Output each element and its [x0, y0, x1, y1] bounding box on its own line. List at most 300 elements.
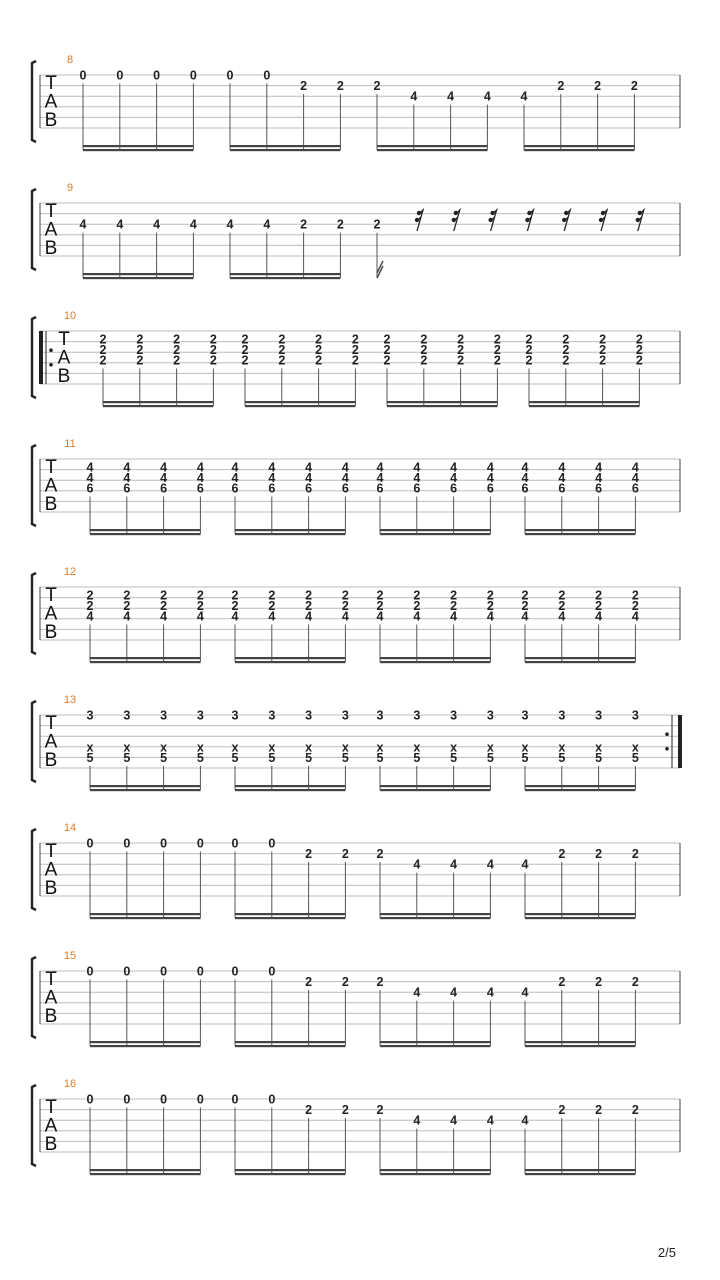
fret-number: 2	[450, 598, 458, 613]
tab-letter-b: B	[44, 1006, 58, 1027]
beam	[377, 149, 487, 151]
fret-number: 4	[521, 470, 529, 485]
fret-number: 4	[486, 985, 494, 1000]
fret-number: 2	[173, 332, 181, 347]
beam	[525, 917, 635, 919]
fret-number: 5	[123, 750, 131, 765]
tab-letter-a: A	[44, 603, 58, 625]
beam	[245, 401, 355, 403]
fret-number: 4	[116, 217, 124, 232]
measure-number: 15	[63, 950, 77, 962]
fret-number: 4	[160, 460, 168, 475]
beam	[380, 913, 490, 915]
fret-number: x	[305, 740, 313, 755]
fret-number: 4	[86, 470, 94, 485]
fret-number: 4	[123, 470, 131, 485]
beam	[235, 1173, 345, 1175]
fret-number: x	[595, 740, 603, 755]
system-bracket	[32, 61, 36, 142]
fret-number: x	[231, 740, 239, 755]
system-12	[32, 566, 680, 663]
tab-letter-b: B	[44, 1134, 58, 1155]
beam	[90, 1041, 200, 1043]
fret-number: 2	[595, 598, 603, 613]
measure-number: 8	[66, 54, 74, 66]
fret-number: 0	[79, 68, 87, 83]
fret-number: 2	[486, 598, 494, 613]
fret-number: 4	[341, 470, 349, 485]
fret-number: 0	[123, 964, 131, 979]
fret-number: 2	[173, 342, 181, 357]
fret-number: 4	[268, 609, 276, 624]
fret-number: 5	[558, 750, 566, 765]
beam	[83, 273, 193, 275]
fret-number: 2	[231, 598, 239, 613]
fret-number: 4	[520, 89, 528, 104]
fret-number: 2	[341, 975, 349, 990]
fret-number: 3	[160, 708, 168, 723]
beam	[83, 277, 193, 279]
fret-number: 4	[413, 1113, 421, 1128]
fret-number: 2	[305, 975, 313, 990]
fret-number: 4	[376, 460, 384, 475]
beam	[90, 789, 200, 791]
fret-number: 4	[231, 470, 239, 485]
fret-number: 2	[231, 588, 239, 603]
system-8	[32, 54, 680, 151]
fret-number: 3	[123, 708, 131, 723]
fret-number: 4	[413, 470, 421, 485]
fret-number: 2	[413, 598, 421, 613]
fret-number: 3	[376, 708, 384, 723]
fret-number: 2	[160, 598, 168, 613]
fret-number: 2	[558, 847, 566, 862]
fret-number: 2	[268, 598, 276, 613]
beam	[90, 917, 200, 919]
fret-number: 4	[631, 460, 639, 475]
fret-number: 4	[160, 609, 168, 624]
fret-number: 2	[630, 79, 638, 94]
fret-number: 6	[123, 481, 131, 496]
fret-number: 5	[341, 750, 349, 765]
tab-letter-t: T	[58, 329, 70, 350]
system-15	[32, 950, 680, 1047]
fret-number: x	[450, 740, 458, 755]
tab-letter-t: T	[45, 713, 57, 734]
beam	[90, 1169, 200, 1171]
fret-number: 4	[341, 609, 349, 624]
fret-number: 3	[558, 708, 566, 723]
beam	[235, 785, 345, 787]
beam	[90, 1045, 200, 1047]
beam	[83, 145, 193, 147]
fret-number: 2	[595, 847, 603, 862]
tab-letter-a: A	[44, 731, 58, 753]
fret-number: x	[558, 740, 566, 755]
beam	[524, 149, 634, 151]
fret-number: x	[196, 740, 204, 755]
fret-number: 4	[305, 470, 313, 485]
fret-number: 2	[376, 975, 384, 990]
fret-number: 0	[123, 1092, 131, 1107]
repeat-dot	[665, 747, 669, 751]
fret-number: 3	[486, 708, 494, 723]
fret-number: x	[86, 740, 94, 755]
beam	[525, 1041, 635, 1043]
fret-number: 3	[231, 708, 239, 723]
fret-number: 6	[450, 481, 458, 496]
fret-number: 0	[231, 964, 239, 979]
fret-number: 0	[268, 1092, 276, 1107]
fret-number: 0	[231, 836, 239, 851]
fret-number: 2	[341, 1103, 349, 1118]
system-bracket	[32, 573, 36, 654]
fret-number: 2	[457, 353, 465, 368]
fret-number: 6	[86, 481, 94, 496]
fret-number: 2	[99, 342, 107, 357]
fret-number: 4	[231, 460, 239, 475]
measure-number: 10	[63, 310, 77, 322]
fret-number: 2	[305, 588, 313, 603]
note-flag	[377, 261, 383, 278]
fret-number: 2	[631, 598, 639, 613]
fret-number: 6	[631, 481, 639, 496]
beam	[235, 1045, 345, 1047]
fret-number: 2	[599, 353, 607, 368]
fret-number: 2	[558, 598, 566, 613]
fret-number: 5	[413, 750, 421, 765]
fret-number: 2	[521, 588, 529, 603]
beam	[524, 145, 634, 147]
fret-number: 4	[376, 470, 384, 485]
fret-number: x	[341, 740, 349, 755]
beam	[90, 913, 200, 915]
fret-number: 0	[160, 964, 168, 979]
fret-number: 2	[595, 1103, 603, 1118]
fret-number: 4	[521, 857, 529, 872]
fret-number: 6	[231, 481, 239, 496]
system-bracket	[32, 445, 36, 526]
fret-number: 4	[153, 217, 161, 232]
system-bracket	[32, 829, 36, 910]
fret-number: 3	[305, 708, 313, 723]
fret-number: 6	[268, 481, 276, 496]
fret-number: 6	[521, 481, 529, 496]
repeat-dot	[49, 363, 53, 367]
system-16	[32, 1078, 680, 1175]
tab-letter-b: B	[44, 110, 58, 131]
fret-number: 4	[305, 460, 313, 475]
fret-number: 4	[595, 460, 603, 475]
tab-letter-a: A	[44, 987, 58, 1009]
fret-number: 2	[86, 588, 94, 603]
beam	[525, 1169, 635, 1171]
fret-number: 2	[209, 353, 217, 368]
tab-letter-b: B	[44, 878, 58, 899]
fret-number: 2	[595, 588, 603, 603]
fret-number: 4	[196, 470, 204, 485]
fret-number: 2	[486, 588, 494, 603]
fret-number: 4	[413, 460, 421, 475]
beam	[380, 1169, 490, 1171]
fret-number: 2	[86, 598, 94, 613]
fret-number: 5	[268, 750, 276, 765]
fret-number: 2	[305, 847, 313, 862]
beam	[525, 1173, 635, 1175]
beam	[525, 1045, 635, 1047]
fret-number: 2	[631, 588, 639, 603]
beam	[230, 277, 340, 279]
fret-number: 5	[486, 750, 494, 765]
fret-number: 2	[376, 598, 384, 613]
fret-number: 2	[341, 588, 349, 603]
fret-number: 2	[300, 217, 308, 232]
fret-number: 2	[376, 588, 384, 603]
beam	[525, 661, 635, 663]
fret-number: 2	[268, 588, 276, 603]
fret-number: 2	[599, 332, 607, 347]
fret-number: 4	[86, 460, 94, 475]
fret-number: 2	[315, 353, 323, 368]
fret-number: 5	[231, 750, 239, 765]
fret-number: 2	[315, 342, 323, 357]
fret-number: 2	[413, 588, 421, 603]
beam	[103, 405, 213, 407]
fret-number: 0	[196, 964, 204, 979]
fret-number: 3	[341, 708, 349, 723]
fret-number: 5	[305, 750, 313, 765]
beam	[103, 401, 213, 403]
fret-number: 4	[486, 1113, 494, 1128]
fret-number: 2	[173, 353, 181, 368]
fret-number: 4	[450, 985, 458, 1000]
fret-number: 2	[209, 332, 217, 347]
fret-number: 2	[450, 588, 458, 603]
fret-number: 4	[595, 470, 603, 485]
fret-number: 4	[263, 217, 271, 232]
fret-number: 2	[278, 353, 286, 368]
fret-number: 0	[160, 1092, 168, 1107]
fret-number: 5	[160, 750, 168, 765]
tab-letter-b: B	[57, 366, 71, 387]
fret-number: 2	[558, 1103, 566, 1118]
beam	[387, 401, 497, 403]
fret-number: 4	[595, 609, 603, 624]
fret-number: 2	[383, 332, 391, 347]
fret-number: 2	[241, 332, 249, 347]
fret-number: 5	[376, 750, 384, 765]
fret-number: 3	[631, 708, 639, 723]
fret-number: 2	[376, 1103, 384, 1118]
beam	[525, 533, 635, 535]
beam	[245, 405, 355, 407]
tab-letter-b: B	[44, 494, 58, 515]
tab-letter-t: T	[45, 201, 57, 222]
beam	[380, 1173, 490, 1175]
beam	[525, 789, 635, 791]
fret-number: 2	[209, 342, 217, 357]
beam	[529, 401, 639, 403]
beam	[377, 145, 487, 147]
fret-number: 4	[413, 985, 421, 1000]
tab-letter-b: B	[44, 622, 58, 643]
tab-letter-a: A	[44, 475, 58, 497]
fret-number: 2	[373, 79, 381, 94]
fret-number: 0	[86, 964, 94, 979]
system-14	[32, 822, 680, 919]
fret-number: 2	[196, 588, 204, 603]
fret-number: 2	[562, 342, 570, 357]
fret-number: 2	[558, 975, 566, 990]
fret-number: 0	[263, 68, 271, 83]
fret-number: 2	[594, 79, 602, 94]
fret-number: 4	[410, 89, 418, 104]
measure-number: 11	[64, 438, 76, 450]
fret-number: 2	[136, 342, 144, 357]
beam	[525, 529, 635, 531]
beam	[380, 917, 490, 919]
measure-number: 13	[63, 694, 77, 706]
fret-number: 2	[562, 332, 570, 347]
fret-number: 2	[351, 332, 359, 347]
fret-number: 2	[635, 353, 643, 368]
fret-number: 6	[341, 481, 349, 496]
fret-number: 0	[268, 964, 276, 979]
fret-number: 4	[268, 470, 276, 485]
fret-number: 3	[268, 708, 276, 723]
beam	[235, 657, 345, 659]
fret-number: 4	[631, 609, 639, 624]
beam	[235, 661, 345, 663]
system-bracket	[32, 1085, 36, 1166]
fret-number: 4	[486, 857, 494, 872]
fret-number: 2	[123, 598, 131, 613]
beam	[380, 1041, 490, 1043]
beam	[90, 1173, 200, 1175]
fret-number: 0	[196, 836, 204, 851]
fret-number: x	[376, 740, 384, 755]
fret-number: 2	[351, 342, 359, 357]
fret-number: 2	[136, 332, 144, 347]
fret-number: 2	[341, 598, 349, 613]
tab-letter-a: A	[44, 91, 58, 113]
fret-number: 6	[376, 481, 384, 496]
fret-number: 4	[226, 217, 234, 232]
fret-number: 2	[351, 353, 359, 368]
fret-number: 2	[336, 217, 344, 232]
fret-number: 3	[450, 708, 458, 723]
fret-number: 2	[336, 79, 344, 94]
fret-number: 2	[493, 353, 501, 368]
fret-number: 4	[483, 89, 491, 104]
fret-number: 3	[595, 708, 603, 723]
fret-number: 0	[231, 1092, 239, 1107]
fret-number: 3	[413, 708, 421, 723]
fret-number: x	[631, 740, 639, 755]
fret-number: 4	[558, 609, 566, 624]
tab-letter-t: T	[45, 585, 57, 606]
tab-letter-a: A	[44, 859, 58, 881]
fret-number: 2	[376, 847, 384, 862]
beam	[380, 661, 490, 663]
fret-number: 2	[373, 217, 381, 232]
fret-number: 2	[493, 342, 501, 357]
fret-number: 4	[160, 470, 168, 485]
fret-number: 2	[525, 332, 533, 347]
fret-number: 0	[226, 68, 234, 83]
tab-letter-t: T	[45, 841, 57, 862]
fret-number: 4	[450, 1113, 458, 1128]
fret-number: 4	[521, 1113, 529, 1128]
beam	[235, 1041, 345, 1043]
beam	[83, 149, 193, 151]
system-bracket	[32, 317, 36, 398]
fret-number: 4	[521, 985, 529, 1000]
fret-number: x	[123, 740, 131, 755]
fret-number: 4	[189, 217, 197, 232]
fret-number: 5	[196, 750, 204, 765]
repeat-start-thick-bar	[39, 331, 43, 384]
fret-number: 0	[86, 1092, 94, 1107]
fret-number: 4	[486, 470, 494, 485]
fret-number: 2	[241, 342, 249, 357]
fret-number: 4	[86, 609, 94, 624]
fret-number: 2	[305, 1103, 313, 1118]
fret-number: 6	[160, 481, 168, 496]
tab-letter-a: A	[44, 219, 58, 241]
tab-letter-a: A	[44, 1115, 58, 1137]
beam	[380, 785, 490, 787]
fret-number: 5	[631, 750, 639, 765]
fret-number: 5	[595, 750, 603, 765]
beam	[525, 785, 635, 787]
fret-number: 6	[196, 481, 204, 496]
fret-number: 2	[278, 342, 286, 357]
fret-number: 3	[86, 708, 94, 723]
beam	[230, 145, 340, 147]
measure-number: 12	[63, 566, 77, 578]
fret-number: 2	[99, 353, 107, 368]
fret-number: 2	[341, 847, 349, 862]
fret-number: 4	[558, 470, 566, 485]
fret-number: 4	[450, 460, 458, 475]
fret-number: 3	[521, 708, 529, 723]
fret-number: 2	[383, 342, 391, 357]
fret-number: 2	[300, 79, 308, 94]
fret-number: 4	[341, 460, 349, 475]
fret-number: 2	[136, 353, 144, 368]
beam	[230, 273, 340, 275]
beam	[235, 917, 345, 919]
beam	[525, 657, 635, 659]
system-bracket	[32, 701, 36, 782]
fret-number: 2	[631, 1103, 639, 1118]
fret-number: 4	[486, 460, 494, 475]
beam	[235, 529, 345, 531]
fret-number: 6	[595, 481, 603, 496]
fret-number: 2	[525, 342, 533, 357]
fret-number: 2	[631, 975, 639, 990]
fret-number: 2	[123, 588, 131, 603]
fret-number: 2	[457, 332, 465, 347]
fret-number: 4	[450, 609, 458, 624]
page-number: 2/5	[657, 1245, 676, 1260]
fret-number: 4	[413, 609, 421, 624]
fret-number: 5	[521, 750, 529, 765]
system-13	[32, 694, 682, 791]
beam	[90, 661, 200, 663]
fret-number: 2	[635, 342, 643, 357]
